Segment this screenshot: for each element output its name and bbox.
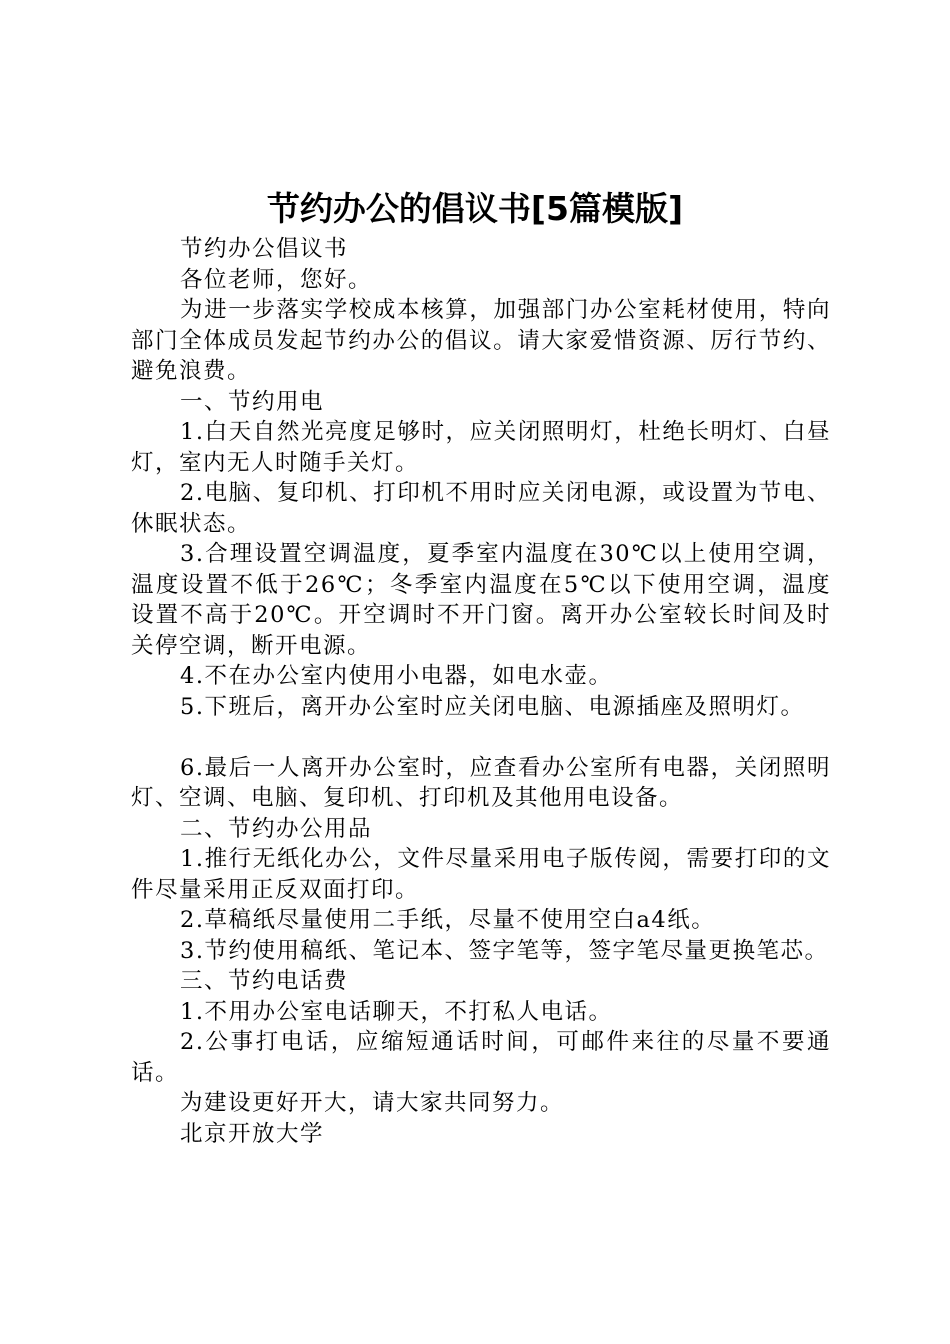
body-paragraph: 2.草稿纸尽量使用二手纸，尽量不使用空白a4纸。 (180, 907, 716, 933)
document-title: 节约办公的倡议书[5篇模版] (266, 189, 684, 228)
body-paragraph: 3.节约使用稿纸、笔记本、签字笔等，签字笔尽量更换笔芯。 (180, 937, 829, 964)
body-paragraph-heading: 节约办公倡议书 (180, 236, 349, 262)
body-paragraph-closing: 为建设更好开大，请大家共同努力。 (180, 1090, 565, 1116)
body-paragraph: 1.白天自然光亮度足够时，应关闭照明灯，杜绝长明灯、白昼灯，室内无人时随手关灯。 (131, 419, 831, 476)
section-heading-phone: 三、节约电话费 (180, 968, 349, 994)
body-paragraph: 2.公事打电话，应缩短通话时间，可邮件来往的尽量不要通话。 (131, 1029, 831, 1086)
body-paragraph-signature: 北京开放大学 (180, 1120, 325, 1147)
body-paragraph: 5.下班后，离开办公室时应关闭电脑、电源插座及照明灯。 (180, 693, 805, 720)
body-paragraph: 6.最后一人离开办公室时，应查看办公室所有电器，关闭照明灯、空调、电脑、复印机、打印机及其他用电设备。 (131, 754, 831, 811)
body-paragraph: 3.合理设置空调温度，夏季室内温度在30℃以上使用空调，温度设置不低于26℃；冬季室内温度在5℃以下使用空调，温度设置不高于20℃。开空调时不开门窗。离开办公室较长时间及时关停空调，断开电源。 (131, 541, 831, 659)
body-paragraph-greeting: 各位老师，您好。 (180, 266, 373, 293)
section-heading-electricity: 一、节约用电 (180, 388, 325, 415)
document-body (131, 234, 831, 1149)
body-paragraph: 1.不用办公室电话聊天，不打私人电话。 (180, 998, 613, 1025)
section-heading-supplies: 二、节约办公用品 (180, 815, 373, 842)
body-paragraph: 4.不在办公室内使用小电器，如电水壶。 (180, 663, 613, 689)
blank-line (131, 722, 831, 753)
body-paragraph: 1.推行无纸化办公，文件尽量采用电子版传阅，需要打印的文件尽量采用正反双面打印。 (131, 846, 831, 903)
body-paragraph: 2.电脑、复印机、打印机不用时应关闭电源，或设置为节电、休眠状态。 (131, 480, 831, 537)
body-paragraph-intro: 为进一步落实学校成本核算，加强部门办公室耗材使用，特向部门全体成员发起节约办公的倡议。请大家爱惜资源、厉行节约、避免浪费。 (131, 297, 831, 384)
